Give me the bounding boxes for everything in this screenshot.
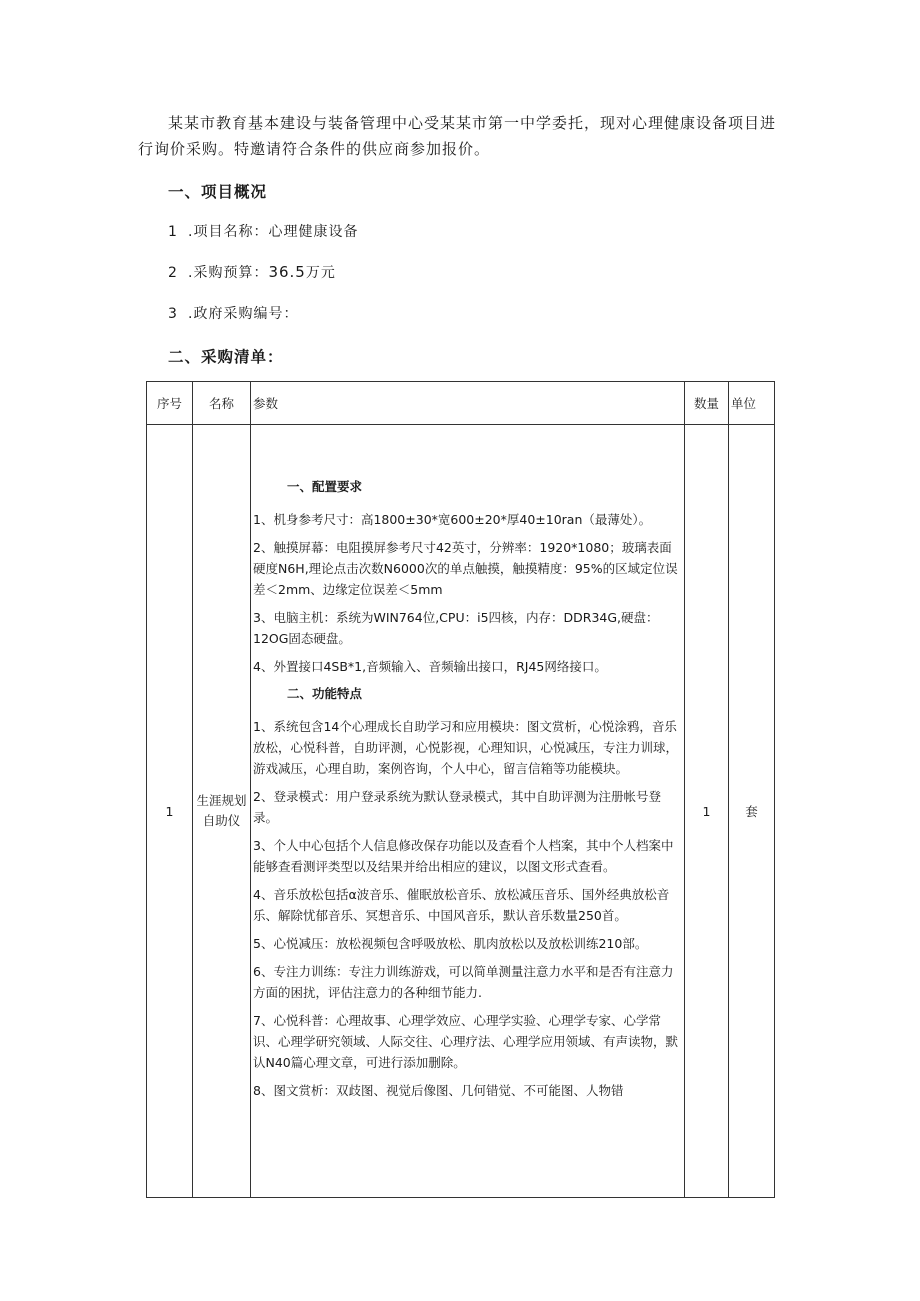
header-no: 序号 xyxy=(147,382,193,425)
feature-item: 7、心悦科普：心理故事、心理学效应、心理学实验、心理学专家、心学常识、心理学研究领域、人际交往、心理疗法、心理学应用领域、有声读物，默认N40篇心理文章，可进行添加删除。 xyxy=(253,1013,679,1070)
header-param: 参数 xyxy=(251,382,685,425)
config-item: 1、机身参考尺寸：高1800±30*宽600±20*厚40±10ran（最薄处）。 xyxy=(253,512,652,527)
row-unit: 套 xyxy=(729,425,775,1198)
feature-title: 二、功能特点 xyxy=(287,686,363,701)
config-item: 2、触摸屏幕：电阻摸屏参考尺寸42英寸，分辨率：1920*1080；玻璃表面硬度N6H,理论点击次数N6000次的单点触摸，触摸精度：95%的区域定位误差＜2mm、边缘定位误差＜5mm xyxy=(253,540,678,597)
row-name-line2: 自助仪 xyxy=(202,813,241,828)
feature-item: 8、图文赏析：双歧图、视觉后像图、几何错觉、不可能图、人物错 xyxy=(253,1083,624,1098)
header-qty: 数量 xyxy=(685,382,729,425)
budget-amount: 36.5 xyxy=(268,263,306,281)
feature-item: 3、个人中心包括个人信息修改保存功能以及查看个人档案，其中个人档案中能够查看测评类型以及结果并给出相应的建议，以图文形式查看。 xyxy=(253,838,674,874)
intro-paragraph: 某某市教育基本建设与装备管理中心受某某市第一中学委托，现对心理健康设备项目进行询价采购。特邀请符合条件的供应商参加报价。 xyxy=(138,114,777,158)
header-name: 名称 xyxy=(193,382,251,425)
section-procurement-list-title: 二、采购清单： xyxy=(168,348,284,366)
config-item: 3、电脑主机：系统为WIN764位,CPU：i5四核，内存：DDR34G,硬盘：12OG固态硬盘。 xyxy=(253,610,659,646)
config-title: 一、配置要求 xyxy=(287,479,363,494)
feature-item: 5、心悦减压：放松视频包含呼吸放松、肌肉放松以及放松训练210部。 xyxy=(253,936,648,951)
item-number: 2 xyxy=(168,265,178,281)
table-header-row xyxy=(147,382,775,425)
feature-item: 2、登录模式：用户登录系统为默认登录模式，其中自助评测为注册帐号登录。 xyxy=(253,789,661,825)
row-name-line1: 生涯规划 xyxy=(196,793,247,808)
feature-item: 6、专注力训练：专注力训练游戏，可以简单测量注意力水平和是否有注意力方面的困扰，评估注意力的各种细节能力. xyxy=(253,964,674,1000)
row-no: 1 xyxy=(147,425,193,1198)
item-number: 3 xyxy=(168,306,178,322)
table-row xyxy=(147,425,775,1198)
project-item-procurement-no xyxy=(168,303,298,323)
item-number: 1 xyxy=(168,224,178,240)
feature-item: 4、音乐放松包括α波音乐、催眠放松音乐、放松减压音乐、国外经典放松音乐、解除忧郁音乐、冥想音乐、中国风音乐，默认音乐数量250首。 xyxy=(253,887,670,923)
project-item-name xyxy=(168,221,358,241)
item-text: .项目名称：心理健康设备 xyxy=(188,224,359,240)
row-param xyxy=(251,425,685,1198)
row-qty: 1 xyxy=(685,425,729,1198)
section-project-overview-title: 一、项目概况 xyxy=(168,183,268,201)
header-unit: 单位 xyxy=(729,382,775,425)
config-item: 4、外置接口4SB*1,音频输入、音频输出接口，RJ45网络接口。 xyxy=(253,659,607,674)
budget-label: .采购预算： xyxy=(188,265,269,281)
project-item-budget xyxy=(168,262,336,282)
feature-item: 1、系统包含14个心理成长自助学习和应用模块：图文赏析，心悦涂鸦，音乐放松，心悦科普，自助评测，心悦影视，心理知识，心悦减压，专注力训球，游戏减压，心理自助，案例咨询，个人中心，留言信箱等功能模块。 xyxy=(253,719,679,776)
budget-unit: 万元 xyxy=(305,265,336,281)
item-text: .政府采购编号： xyxy=(188,306,299,322)
procurement-table xyxy=(146,381,775,1198)
row-name xyxy=(193,425,251,1198)
